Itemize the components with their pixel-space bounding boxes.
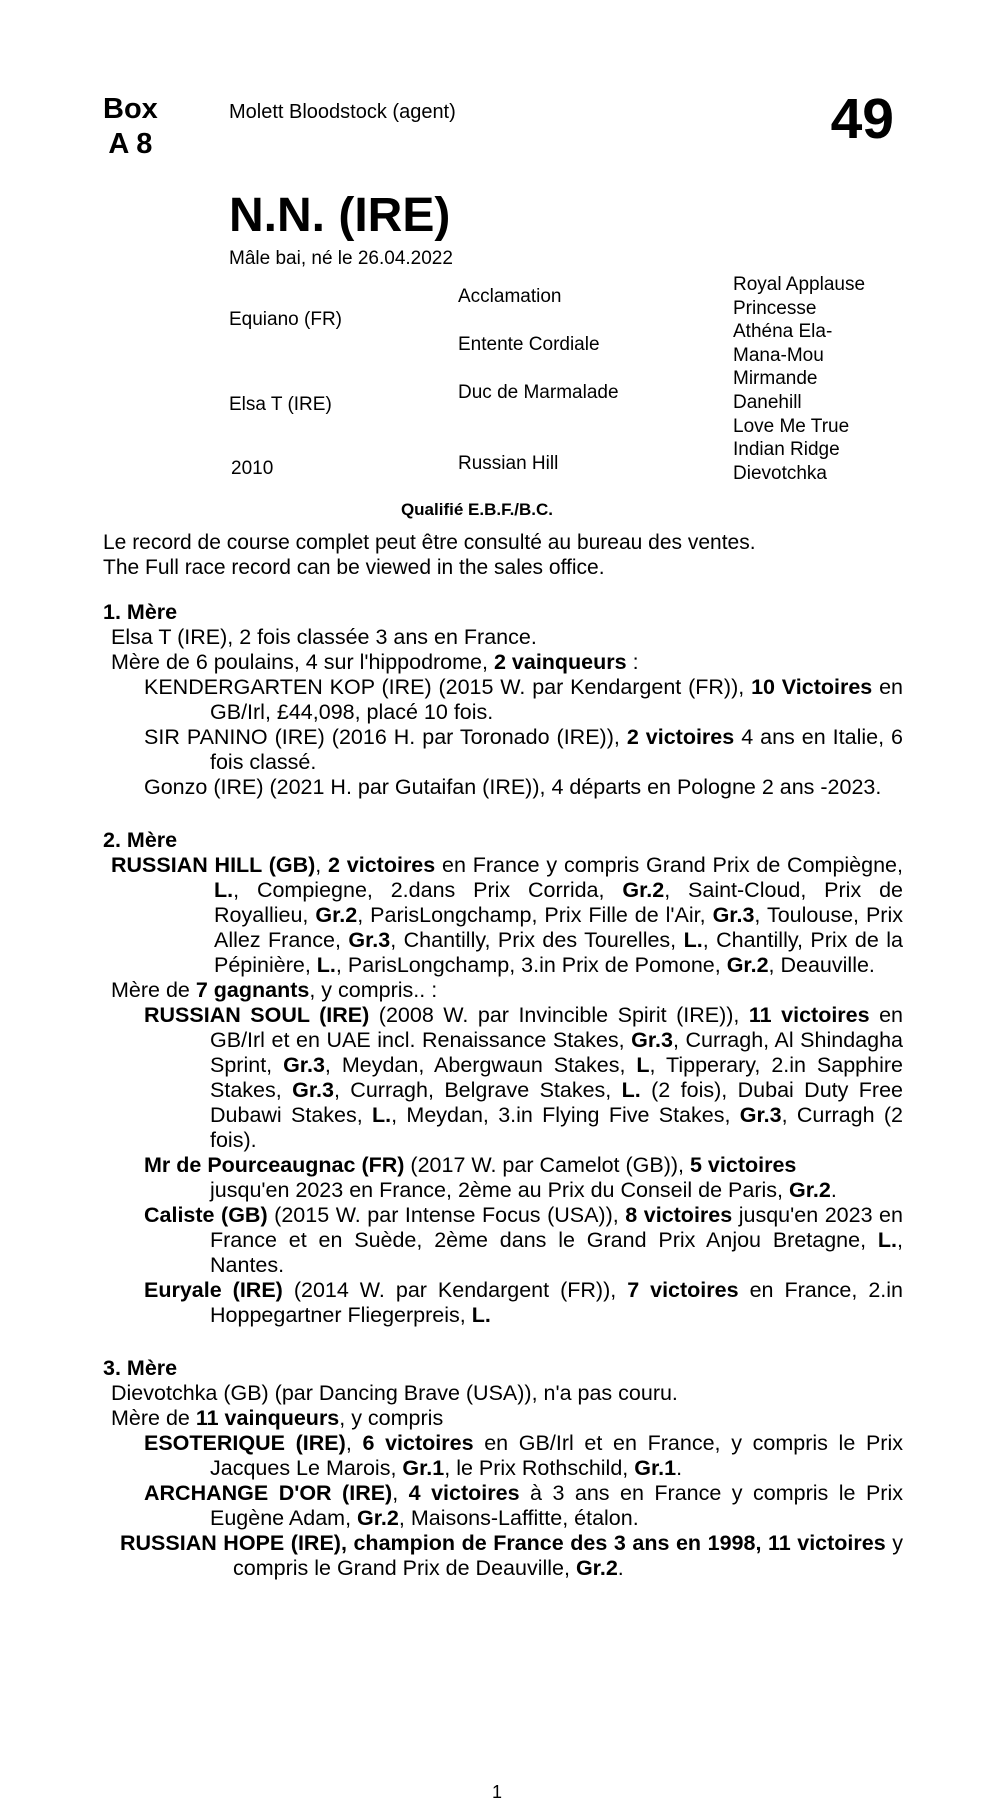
pedigree-dam-dam: Russian Hill (458, 453, 559, 474)
pedigree-g3-item: Princesse (733, 297, 817, 319)
sales-office-note (103, 530, 756, 580)
produce-entry: ARCHANGE D'OR (IRE), 4 victoires à 3 ans en France y compris le Prix Eugène Adam, Gr.2, Maisons-Laffitte, étalon. (144, 1481, 903, 1530)
pedigree-dam-sire: Duc de Marmalade (458, 382, 619, 403)
section-1-intro: Elsa T (IRE), 2 fois classée 3 ans en France. (111, 625, 537, 649)
pedigree-sire: Equiano (FR) (229, 309, 342, 330)
second-dam-record: RUSSIAN HILL (GB), 2 victoires en France y compris Grand Prix de Compiègne, L., Compiegne, 2.dans Prix Corrida, Gr.2, Saint-Cloud, Prix de Royallieu, Gr.2, ParisLongchamp, Prix Fille de l'Air, Gr.3, Toulouse, Prix Allez France, Gr.3, Chantilly, Prix des Tourelles, L., Chantilly, Prix de la Pépinière, L., ParisLongchamp, 3.in Prix de Pomone, Gr.2, Deauville. (111, 853, 903, 977)
section-1-title: 1. Mère (103, 600, 178, 624)
produce-entry: SIR PANINO (IRE) (2016 H. par Toronado (IRE)), 2 victoires 4 ans en Italie, 6 fois classé. (144, 725, 904, 774)
section-3-title: 3. Mère (103, 1356, 178, 1380)
produce-entry: Euryale (IRE) (2014 W. par Kendargent (FR)), 7 victoires en France, 2.in Hoppegartner Fliegerpreis, L. (144, 1278, 903, 1327)
produce-entry: RUSSIAN HOPE (IRE), champion de France des 3 ans en 1998, 11 victoires y compris le Grand Prix de Deauville, Gr.2. (120, 1531, 903, 1580)
horse-name: N.N. (IRE) (229, 189, 451, 242)
produce-entry: Gonzo (IRE) (2021 H. par Gutaifan (IRE)), 4 départs en Pologne 2 ans -2023. (144, 775, 882, 799)
box-label: Box (103, 93, 158, 125)
box-number: A 8 (108, 128, 153, 160)
pedigree-g3-item: Athéna Ela- (733, 321, 833, 343)
produce-entry: ESOTERIQUE (IRE), 6 victoires en GB/Irl et en France, y compris le Prix Jacques Le Marois, Gr.1, le Prix Rothschild, Gr.1. (144, 1431, 903, 1480)
pedigree-g3-item: Dievotchka (733, 462, 827, 484)
qualification: Qualifié E.B.F./B.C. (400, 500, 554, 519)
pedigree-g3-item: Mana-Mou (733, 344, 824, 366)
horse-description: Mâle bai, né le 26.04.2022 (229, 248, 453, 269)
pedigree-dam-year: 2010 (231, 458, 274, 479)
note-fr: Le record de course complet peut être consulté au bureau des ventes. (103, 531, 756, 554)
pedigree-g3-item: Mirmande (733, 368, 818, 390)
pedigree-g3-item: Royal Applause (733, 274, 866, 295)
page-number: 1 (491, 1782, 502, 1802)
catalogue-body (103, 600, 903, 1581)
box-label-block (103, 92, 158, 162)
pedigree-sire-sire: Acclamation (458, 286, 562, 307)
produce-entry-heading: Mr de Pourceaugnac (FR) (2017 W. par Camelot (GB)), 5 victoires (144, 1153, 797, 1177)
produce-entry: KENDERGARTEN KOP (IRE) (2015 W. par Kendargent (FR)), 10 Victoires en GB/Irl, £44,098, placé 10 fois. (144, 675, 903, 724)
lot-number: 49 (830, 87, 894, 151)
pedigree-g3-item: Danehill (733, 391, 802, 413)
pedigree-dam: Elsa T (IRE) (229, 394, 332, 415)
section-3-produce: Mère de 11 vainqueurs, y compris (111, 1406, 444, 1430)
produce-entry: RUSSIAN SOUL (IRE) (2008 W. par Invincible Spirit (IRE)), 11 victoires en GB/Irl et en UAE incl. Renaissance Stakes, Gr.3, Curragh, Al Shindagha Sprint, Gr.3, Meydan, Abergwaun Stakes, L, Tipperary, 2.in Sapphire Stakes, Gr.3, Curragh, Belgrave Stakes, L. (2 fois), Dubai Duty Free Dubawi Stakes, L., Meydan, 3.in Flying Five Stakes, Gr.3, Curragh (2 fois). (144, 1003, 904, 1152)
section-2-produce: Mère de 7 gagnants, y compris.. : (111, 978, 438, 1002)
section-1-produce: Mère de 6 poulains, 4 sur l'hippodrome, 2 vainqueurs : (111, 650, 639, 674)
produce-entry: Caliste (GB) (2015 W. par Intense Focus (USA)), 8 victoires jusqu'en 2023 en France et en Suède, 2ème dans le Grand Prix Anjou Bretagne, L., Nantes. (144, 1203, 903, 1277)
section-3-intro: Dievotchka (GB) (par Dancing Brave (USA)), n'a pas couru. (111, 1381, 678, 1405)
pedigree-sire-dam: Entente Cordiale (458, 334, 600, 355)
section-2-title: 2. Mère (103, 828, 178, 852)
pedigree-third-generation (733, 273, 865, 485)
pedigree-g3-item: Indian Ridge (733, 439, 840, 461)
note-en: The Full race record can be viewed in the sales office. (103, 556, 605, 579)
agent-name: Molett Bloodstock (agent) (229, 101, 456, 123)
produce-entry-detail: jusqu'en 2023 en France, 2ème au Prix du Conseil de Paris, Gr.2. (210, 1178, 837, 1202)
pedigree-g3-item: Love Me True (733, 415, 850, 437)
